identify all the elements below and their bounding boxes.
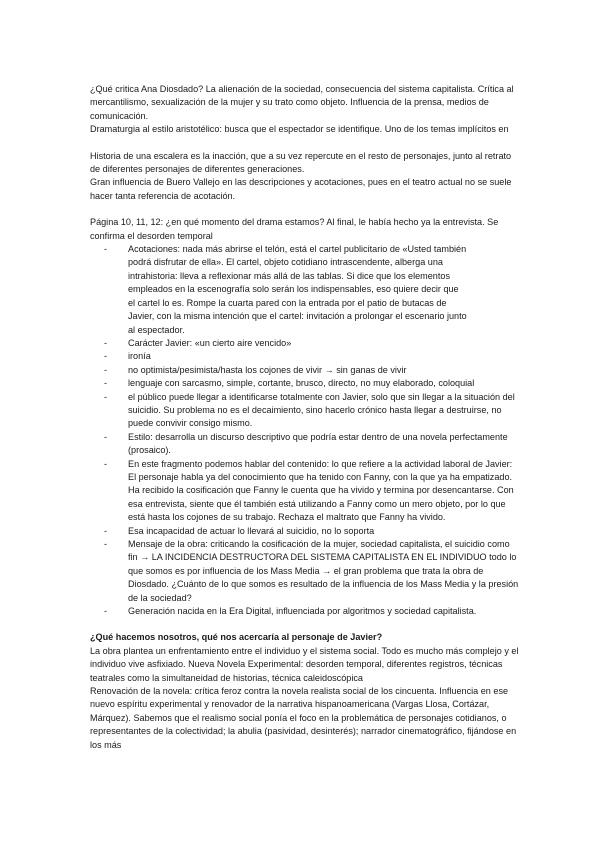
spacer <box>90 618 520 631</box>
spacer <box>90 203 520 216</box>
list-item: - el público puede llegar a identificarse totalmente con Javier, solo que sin llegar a la situación del suicidio. Su problema no es el decaimiento, sino hacerlo crónico hasta llegar a destruirse, no puede convivir consigo mismo. <box>111 391 520 431</box>
acotaciones-block <box>90 243 520 337</box>
list-item: - Generación nacida en la Era Digital, influenciada por algoritmos y sociedad capitalista. <box>111 605 520 618</box>
pagina-heading: Página 10, 11, 12: ¿en qué momento del drama estamos? Al final, le había hecho ya la entrevista. Se confirma el desorden temporal <box>90 217 499 241</box>
list-item: - no optimista/pesimista/hasta los cojones de vivir → sin ganas de vivir <box>111 364 520 377</box>
intro-paragraph-2: Dramaturgia al estilo aristotélico: busca que el espectador se identifique. Uno de los temas implícitos en <box>90 124 509 135</box>
spacer <box>90 137 520 150</box>
list-item: - Esa incapacidad de actuar lo llevará al suicidio, no lo soporta <box>111 525 520 538</box>
intro-paragraph-3: Historia de una escalera es la inacción, que a su vez repercute en el resto de personajes, junto al retrato de diferentes personajes de diferentes generaciones. <box>90 150 512 175</box>
list-item: - ironía <box>111 350 520 363</box>
list-item: - En este fragmento podemos hablar del contenido: lo que refiere a la actividad laboral de Javier: El personaje habla ya del conocimiento que ha tenido con Fanny, con la que ya ha empatizado. Ha recibido la cosificación que Fanny le cuenta que ha vivido y termina por desencantarse. Con esa entrevista, siente que él también está utilizando a Fanny como un mero objeto, por lo que está hasta los cojones de su trabajo. Rechaza el maltrato que Fanny ha vivido. <box>111 458 520 525</box>
nosotros-paragraph-2: Renovación de la novela: crítica feroz contra la novela realista social de los cincuenta. Influencia en ese nuevo espíritu experimental y renovador de la narrativa hispanoamericana (Vargas Llosa, Cortázar, Márquez). Sabemos que el realismo social ponía el foco en la problemática de personajes cotidianos, o representantes de la colectividad; la abulia (pasividad, desinterés); narrador cinematográfico, fijándose en los más <box>90 686 517 750</box>
list-item: - Carácter Javier: «un cierto aire vencido» <box>111 337 520 350</box>
nosotros-paragraph-1: La obra plantea un enfrentamiento entre el individuo y el sistema social. Todo es mucho más complejo y el individuo vive asfixiado. Nueva Novela Experimental: desorden temporal, diferentes registros, técnicas teatrales como la simultaneidad de historias, técnica caleidoscópica <box>90 645 519 683</box>
list-item: - lenguaje con sarcasmo, simple, cortante, brusco, directo, no muy elaborado, coloquial <box>111 377 520 390</box>
document-body <box>90 83 520 752</box>
section-heading: ¿Qué hacemos nosotros, qué nos acercaría al personaje de Javier? <box>90 632 383 643</box>
acotaciones-paragraph: - Acotaciones: nada más abrirse el telón, está el cartel publicitario de «Usted también podrá disfrutar de ella». El cartel, objeto cotidiano intrascendente, alberga una intrahistoria: lleva a reflexionar más allá de las tablas. Si dice que los elementos empleados en la escenografía solo serán los indispensables, eso quiere decir que el cartel lo es. Rompe la cuarta pared con la entrada por el patio de butacas de Javier, con la misma intención que el cartel: invitación a prolongar el escenario junto al espectador. <box>90 243 468 337</box>
intro-paragraph-4: Gran influencia de Buero Vallejo en las descripciones y acotaciones, pues en el teatro actual no se suele hacer tanta referencia de acotación. <box>90 177 512 201</box>
intro-paragraph-1: ¿Qué critica Ana Diosdado? La alienación de la sociedad, consecuencia del sistema capitalista. Crítica al mercantilismo, sexualización de la mujer y su trato como objeto. Influencia de la prensa, medios de comunicación. <box>90 84 514 121</box>
list-item: - Mensaje de la obra: criticando la cosificación de la mujer, sociedad capitalista, el suicidio como fin → LA INCIDENCIA DESTRUCTORA DEL SISTEMA CAPITALISTA EN EL INDIVIDUO todo lo que somos es por influencia de los Mass Media → el gran problema que trata la obra de Diosdado. ¿Cuánto de lo que somos es resultado de la influencia de los Mass Media y la presión de la sociedad? <box>111 538 520 605</box>
analysis-list <box>90 337 520 619</box>
list-item: - Estilo: desarrolla un discurso descriptivo que podría estar dentro de una novela perfectamente (prosaico). <box>111 431 520 458</box>
